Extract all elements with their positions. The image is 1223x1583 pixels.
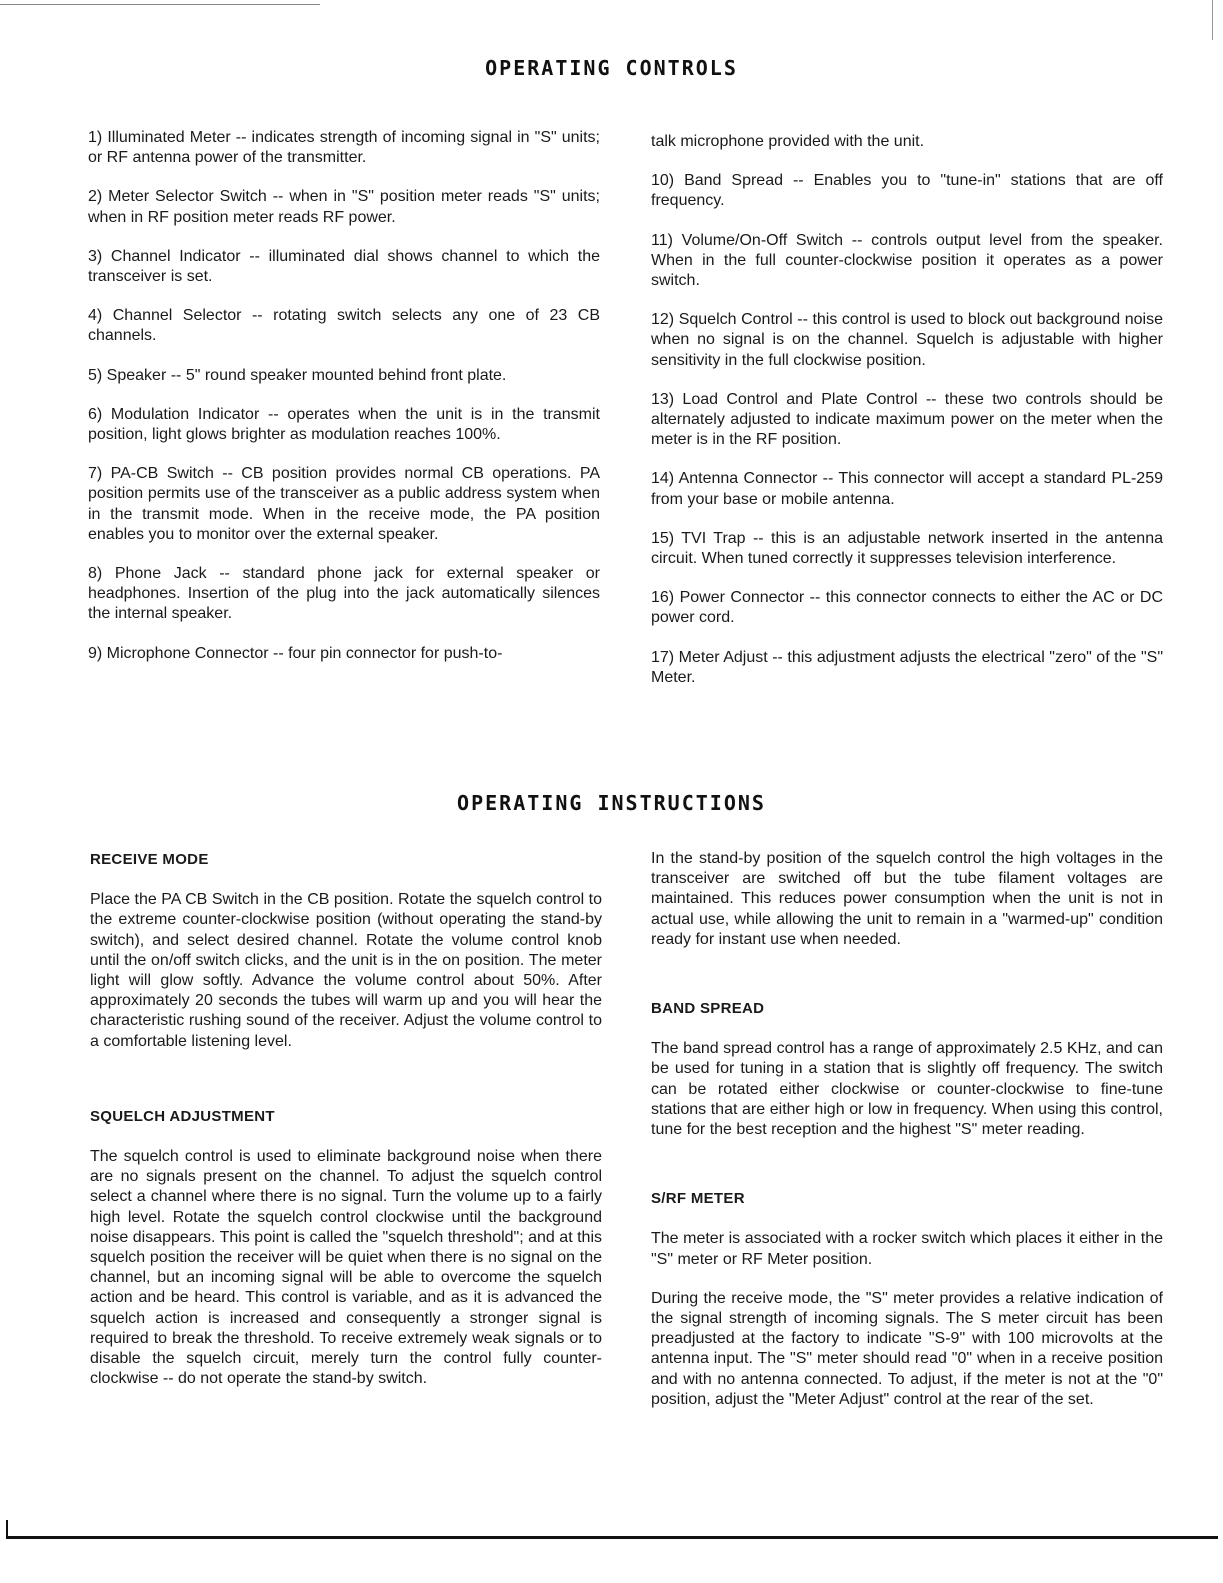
srf-meter-title: S/RF METER xyxy=(651,1190,745,1208)
instructions-left-column xyxy=(90,850,602,1408)
srf-meter-text-2: During the receive mode, the "S" meter provides a relative indication of the signal strength of incoming signals. The S meter circuit has been preadjusted at the factory to indicate "S-9" with 100 microvolts at the antenna input. The "S" meter should read "0" when in a receive position and with no antenna connected. To adjust, if the meter is not at the "0" position, adjust the "Meter Adjust" control at the rear of the set. xyxy=(651,1289,1163,1408)
instructions-right-column xyxy=(651,849,1163,1429)
controls-left-column xyxy=(88,128,600,683)
srf-meter-text-1: The meter is associated with a rocker switch which places it either in the "S" meter or RF Meter position. xyxy=(651,1230,1163,1268)
control-item-12: 12) Squelch Control -- this control is used to block out background noise when no signal is on the channel. Squelch is adjustable with higher sensitivity in the full clockwise position. xyxy=(651,311,1163,369)
control-item-10: 10) Band Spread -- Enables you to "tune-in" stations that are off frequency. xyxy=(651,172,1163,210)
scan-edge-line xyxy=(1212,0,1213,40)
receive-mode-title: RECEIVE MODE xyxy=(90,851,209,868)
squelch-adjustment-title: SQUELCH ADJUSTMENT xyxy=(90,1107,275,1125)
operating-instructions-heading: OPERATING INSTRUCTIONS xyxy=(457,791,766,815)
band-spread-text: The band spread control has a range of approximately 2.5 KHz, and can be used for tuning in a station that is slightly off frequency. The switch can be rotated either clockwise or counter-clockwise to fine-tune stations that are either high or low in frequency. When using this control, tune for the best reception and the highest "S" meter reading. xyxy=(651,1040,1163,1139)
controls-right-column xyxy=(651,132,1163,707)
control-item-15: 15) TVI Trap -- this is an adjustable network inserted in the antenna circuit. When tuned correctly it suppresses television interference. xyxy=(651,529,1163,568)
control-item-9-continued: talk microphone provided with the unit. xyxy=(651,133,925,150)
control-item-6: 6) Modulation Indicator -- operates when the unit is in the transmit position, light glows brighter as modulation reaches 100%. xyxy=(88,405,600,444)
control-item-17: 17) Meter Adjust -- this adjustment adjusts the electrical "zero" of the "S" Meter. xyxy=(651,648,1163,686)
control-item-14: 14) Antenna Connector -- This connector will accept a standard PL-259 from your base or mobile antenna. xyxy=(651,470,1163,508)
control-item-5: 5) Speaker -- 5" round speaker mounted behind front plate. xyxy=(88,366,507,384)
control-item-16: 16) Power Connector -- this connector connects to either the AC or DC power cord. xyxy=(651,589,1163,627)
standby-text: In the stand-by position of the squelch control the high voltages in the transceiver are switched off but the tube filament voltages are maintained. This reduces power consumption when the unit is not in actual use, while allowing the unit to remain in a "warmed-up" condition ready for instant use when needed. xyxy=(651,850,1163,948)
control-item-11: 11) Volume/On-Off Switch -- controls output level from the speaker. When in the full counter-clockwise position it operates as a power switch. xyxy=(651,231,1163,290)
bottom-rule xyxy=(6,1536,1218,1539)
control-item-2: 2) Meter Selector Switch -- when in "S" position meter reads "S" units; when in RF position meter reads RF power. xyxy=(88,188,600,226)
control-item-8: 8) Phone Jack -- standard phone jack for external speaker or headphones. Insertion of the plug into the jack automatically silences the internal speaker. xyxy=(88,565,600,623)
control-item-4: 4) Channel Selector -- rotating switch selects any one of 23 CB channels. xyxy=(88,307,600,345)
operating-controls-heading: OPERATING CONTROLS xyxy=(485,56,738,80)
receive-mode-text: Place the PA CB Switch in the CB position. Rotate the squelch control to the extreme counter-clockwise position (without operating the stand-by switch), and select desired channel. Rotate the volume control knob until the on/off switch clicks, and the unit is in the on position. The meter light will glow softly. Advance the volume control about 50%. After approximately 20 seconds the tubes will warm up and you will hear the characteristic rushing sound of the receiver. Adjust the volume control to a comfortable listening level. xyxy=(90,891,602,1050)
control-item-1: 1) Illuminated Meter -- indicates strength of incoming signal in "S" units; or RF antenna power of the transmitter. xyxy=(88,129,600,167)
squelch-adjustment-text: The squelch control is used to eliminate background noise when there are no signals present on the channel. To adjust the squelch control select a channel where there is no signal. Turn the volume up to a fairly high level. Rotate the squelch control clockwise until the background noise disappears. This point is called the "squelch threshold"; and at this squelch position the receiver will be quiet when there is no signal on the channel, but an incoming signal will be able to overcome the squelch action and be heard. This control is variable, and as it is advanced the squelch action is increased and consequently a stronger signal is required to break the threshold. To receive extremely weak signals or to disable the squelch circuit, merely turn the control fully counter-clockwise -- do not operate the stand-by switch. xyxy=(90,1148,602,1388)
control-item-13: 13) Load Control and Plate Control -- these two controls should be alternately adjusted to indicate maximum power on the meter when the meter is in the RF position. xyxy=(651,390,1163,449)
band-spread-title: BAND SPREAD xyxy=(651,1000,765,1018)
control-item-3: 3) Channel Indicator -- illuminated dial shows channel to which the transceiver is set. xyxy=(88,247,600,286)
scan-edge-line xyxy=(0,4,320,5)
control-item-7: 7) PA-CB Switch -- CB position provides normal CB operations. PA position permits use of the transceiver as a public address system when in the transmit mode. When in the receive mode, the PA position enables you to monitor over the external speaker. xyxy=(88,465,600,543)
control-item-9: 9) Microphone Connector -- four pin connector for push-to- xyxy=(88,644,503,662)
